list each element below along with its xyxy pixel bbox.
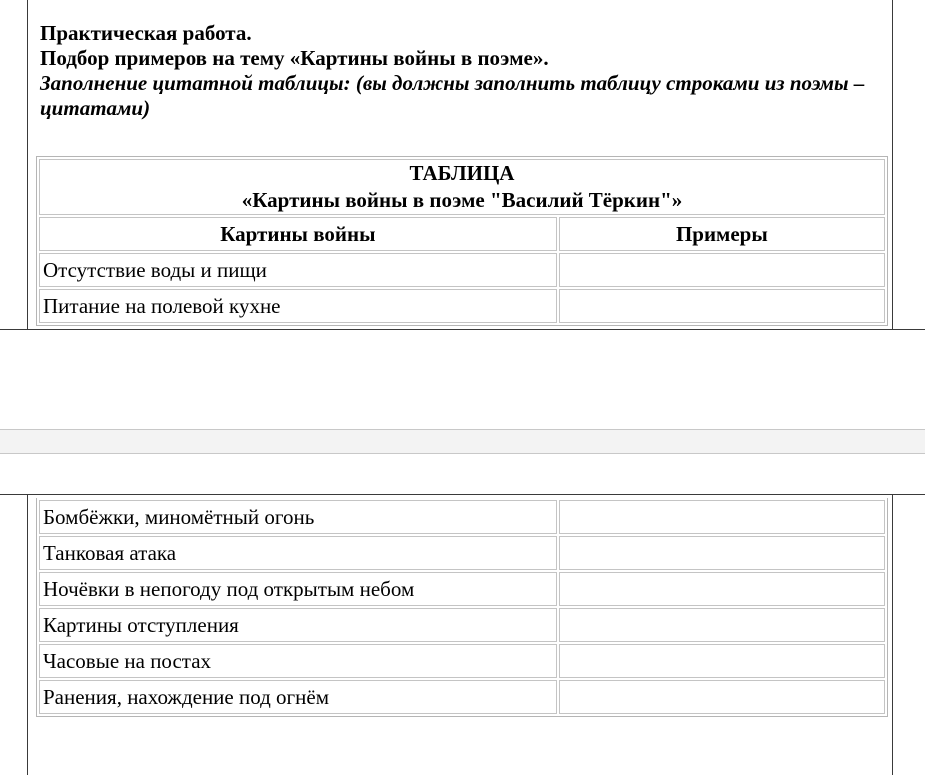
table-row (39, 680, 885, 714)
table-cell-scene: Ночёвки в непогоду под открытым небом (39, 572, 557, 606)
heading-instruction: Заполнение цитатной таблицы: (вы должны заполнить таблицу строками из поэмы – цитатами) (40, 71, 865, 120)
table-cell-scene: Питание на полевой кухне (39, 289, 557, 323)
table-cell-example[interactable] (559, 536, 885, 570)
table-row (39, 536, 885, 570)
table-cell-scene: Бомбёжки, миномётный огонь (39, 500, 557, 534)
quote-table (36, 156, 888, 326)
page-gap-band (0, 429, 925, 454)
table-row (39, 608, 885, 642)
table-cell-scene: Часовые на постах (39, 644, 557, 678)
table-row (39, 500, 885, 534)
heading-title: Практическая работа. (40, 21, 252, 45)
table-cell-example[interactable] (559, 289, 885, 323)
heading-topic: Подбор примеров на тему «Картины войны в поэме». (40, 46, 549, 70)
table-caption-row (39, 159, 885, 215)
table-cell-example[interactable] (559, 644, 885, 678)
document-page-bottom (27, 494, 893, 775)
table-cell-scene: Ранения, нахождение под огнём (39, 680, 557, 714)
table-cell-example[interactable] (559, 572, 885, 606)
document-page-top (27, 0, 893, 330)
table-cell-example[interactable] (559, 253, 885, 287)
table-row (39, 253, 885, 287)
table-caption (39, 159, 885, 215)
table-header-row (39, 217, 885, 251)
table-caption-title: ТАБЛИЦА (409, 161, 515, 185)
table-cell-scene: Картины отступления (39, 608, 557, 642)
column-header-war-scenes: Картины войны (39, 217, 557, 251)
table-cell-scene: Танковая атака (39, 536, 557, 570)
table-cell-scene: Отсутствие воды и пищи (39, 253, 557, 287)
table-row (39, 289, 885, 323)
table-caption-subtitle: «Картины войны в поэме "Василий Тёркин"» (241, 188, 683, 212)
quote-table-continued (36, 498, 888, 717)
table-cell-example[interactable] (559, 608, 885, 642)
document-heading (40, 21, 890, 121)
column-header-examples: Примеры (559, 217, 885, 251)
table-cell-example[interactable] (559, 680, 885, 714)
table-row (39, 644, 885, 678)
table-row (39, 572, 885, 606)
table-cell-example[interactable] (559, 500, 885, 534)
